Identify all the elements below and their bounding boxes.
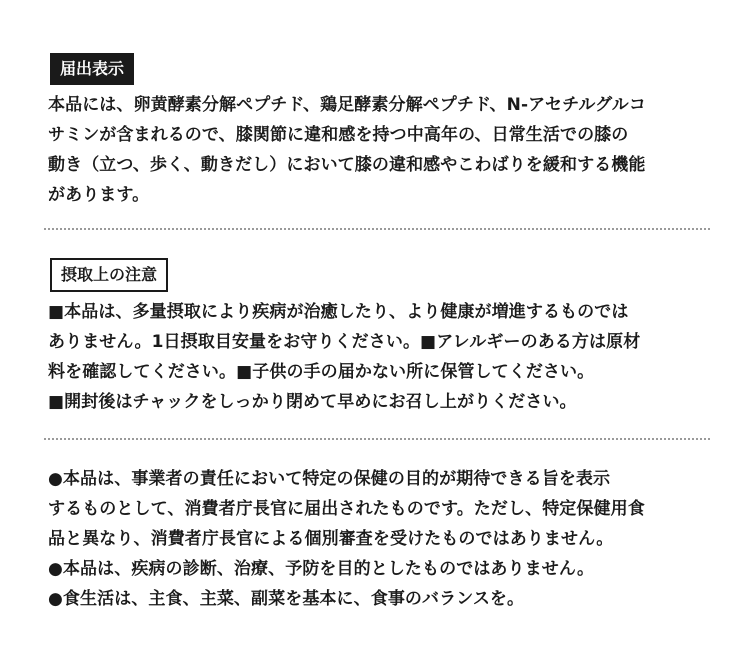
notification-text bbox=[48, 90, 708, 210]
disclaimer-section bbox=[48, 464, 708, 614]
text-line: ●本品は、事業者の責任において特定の保健の目的が期待できる旨を表示 bbox=[48, 469, 611, 489]
notification-heading: 届出表示 bbox=[50, 53, 134, 85]
text-line: ■開封後はチャックをしっかり閉めて早めにお召し上がりください。 bbox=[48, 392, 577, 412]
text-line: ●食生活は、主食、主菜、副菜を基本に、食事のバランスを。 bbox=[48, 589, 525, 609]
text-line: 本品には、卵黄酵素分解ペプチド、鶏足酵素分解ペプチド、N-アセチルグルコ bbox=[48, 95, 646, 115]
text-line: 品と異なり、消費者庁長官による個別審査を受けたものではありません。 bbox=[48, 529, 614, 549]
intake-precautions-section bbox=[48, 297, 708, 417]
text-line: ■本品は、多量摂取により疾病が治癒したり、より健康が増進するものでは bbox=[48, 302, 629, 322]
text-line: サミンが含まれるので、膝関節に違和感を持つ中高年の、日常生活での膝の bbox=[48, 125, 629, 145]
dotted-divider bbox=[44, 228, 710, 230]
text-line: するものとして、消費者庁長官に届出されたものです。ただし、特定保健用食 bbox=[48, 499, 645, 519]
text-line: があります。 bbox=[48, 185, 150, 205]
text-line: 料を確認してください。■子供の手の届かない所に保管してください。 bbox=[48, 362, 595, 382]
notification-section bbox=[48, 90, 708, 210]
text-line: 動き（立つ、歩く、動きだし）において膝の違和感やこわばりを緩和する機能 bbox=[48, 155, 646, 175]
intake-precautions-text bbox=[48, 297, 708, 417]
intake-precautions-heading: 摂取上の注意 bbox=[50, 258, 168, 292]
dotted-divider bbox=[44, 438, 710, 440]
text-line: ありません。1日摂取目安量をお守りください。■アレルギーのある方は原材 bbox=[48, 332, 641, 352]
disclaimer-text bbox=[48, 464, 708, 614]
text-line: ●本品は、疾病の診断、治療、予防を目的としたものではありません。 bbox=[48, 559, 595, 579]
